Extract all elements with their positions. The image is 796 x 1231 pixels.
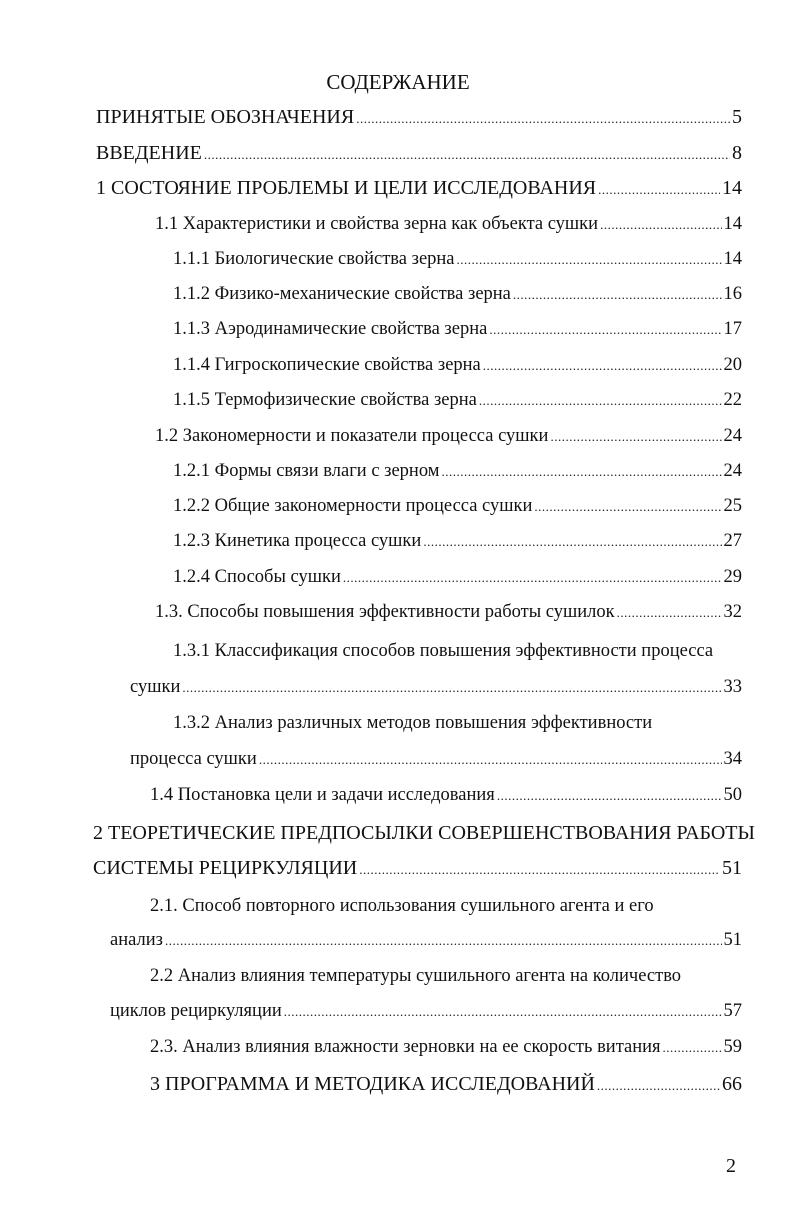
toc-entry-page: 66	[722, 1073, 742, 1095]
toc-leader	[534, 499, 721, 515]
toc-entry[interactable]	[110, 1001, 742, 1031]
toc-entry-page: 22	[723, 390, 742, 410]
toc-leader	[489, 322, 721, 338]
toc-entry-label: сушки	[130, 677, 181, 697]
toc-entry-page: 25	[723, 496, 742, 516]
toc-entry-page: 27	[723, 531, 742, 551]
toc-leader	[359, 862, 720, 878]
toc-entry-label: СИСТЕМЫ РЕЦИРКУЛЯЦИИ	[93, 857, 358, 879]
toc-entry-page: 59	[723, 1037, 742, 1057]
toc-leader	[497, 788, 722, 804]
toc-entry[interactable]	[110, 930, 742, 960]
toc-entry-page: 24	[723, 426, 742, 446]
toc-entry-label: 1.3.1 Классификация способов повышения эффективности процесса	[173, 641, 714, 661]
toc-leader	[204, 147, 730, 163]
toc-entry[interactable]	[130, 677, 742, 707]
toc-entry-page: 32	[723, 602, 742, 622]
toc-entry-label: циклов рециркуляции	[110, 1001, 282, 1021]
toc-leader	[483, 358, 722, 374]
toc-entry-page: 14	[722, 177, 742, 199]
toc-entry-label: ПРИНЯТЫЕ ОБОЗНАЧЕНИЯ	[96, 106, 355, 128]
toc-entry-page: 51	[722, 857, 742, 879]
page-title: СОДЕРЖАНИЕ	[326, 70, 470, 94]
toc-entry-label: 1.2.1 Формы связи влаги с зерном	[173, 461, 440, 481]
toc-entry-page: 16	[723, 284, 742, 304]
toc-entry-page: 51	[723, 930, 742, 950]
toc-entry-label: процесса сушки	[130, 749, 257, 769]
toc-entry-page: 8	[732, 142, 742, 164]
page-number: 2	[726, 1155, 736, 1177]
toc-entry-label: 1.1.2 Физико-механические свойства зерна	[173, 284, 511, 304]
toc-entry-line1[interactable]	[173, 641, 742, 671]
toc-entry-label: 1.1.5 Термофизические свойства зерна	[173, 390, 477, 410]
toc-entry-label: 1.3. Способы повышения эффективности работы сушилок	[155, 602, 615, 622]
toc-entry-label: 1.2.3 Кинетика процесса сушки	[173, 531, 422, 551]
toc-entry[interactable]	[173, 461, 742, 491]
toc-entry-page: 33	[723, 677, 742, 697]
toc-leader	[598, 182, 720, 198]
toc-leader	[550, 429, 721, 445]
toc-entry[interactable]	[173, 284, 742, 314]
toc-entry[interactable]	[173, 390, 742, 420]
toc-entry[interactable]	[173, 249, 742, 279]
toc-entry-page: 57	[723, 1001, 742, 1021]
toc-leader	[182, 680, 721, 696]
toc-entry-page: 20	[723, 355, 742, 375]
toc-entry-label: 1.4 Постановка цели и задачи исследования	[150, 785, 495, 805]
toc-entry-line1[interactable]	[150, 896, 742, 926]
toc-entry-label: 2.3. Анализ влияния влажности зерновки на ее скорость витания	[150, 1037, 661, 1057]
toc-entry-page: 29	[723, 567, 742, 587]
toc-entry[interactable]	[173, 496, 742, 526]
toc-entry[interactable]	[173, 319, 742, 349]
toc-leader	[356, 111, 730, 127]
toc-entry[interactable]	[150, 785, 742, 815]
toc-entry[interactable]	[93, 857, 742, 887]
toc-entry-line1[interactable]	[150, 966, 742, 996]
toc-entry-label: 2 ТЕОРЕТИЧЕСКИЕ ПРЕДПОСЫЛКИ СОВЕРШЕНСТВОВАНИЯ РАБОТЫ	[93, 822, 755, 844]
toc-leader	[597, 1078, 720, 1094]
toc-entry[interactable]	[173, 567, 742, 597]
toc-leader	[165, 933, 722, 949]
toc-leader	[513, 287, 722, 303]
toc-entry[interactable]	[173, 531, 742, 561]
toc-leader	[457, 252, 722, 268]
toc-entry-page: 34	[723, 749, 742, 769]
toc-entry[interactable]	[155, 602, 742, 632]
toc-leader	[617, 605, 722, 621]
toc-entry[interactable]	[155, 214, 742, 244]
toc-entry[interactable]	[173, 355, 742, 385]
toc-entry-label: 1.1 Характеристики и свойства зерна как объекта сушки	[155, 214, 599, 234]
toc-leader	[663, 1040, 722, 1056]
toc-leader	[600, 217, 721, 233]
toc-leader	[423, 534, 721, 550]
toc-entry-label: 2.2 Анализ влияния температуры сушильного агента на количество	[150, 966, 682, 986]
toc-leader	[259, 752, 722, 768]
toc-entry-line1[interactable]	[173, 713, 742, 743]
toc-entry[interactable]	[155, 426, 742, 456]
toc-entry-label: 1.1.3 Аэродинамические свойства зерна	[173, 319, 488, 339]
toc-entry-label: 1.2.2 Общие закономерности процесса сушки	[173, 496, 533, 516]
toc-entry-label: 1.3.2 Анализ различных методов повышения эффективности	[173, 713, 653, 733]
toc-entry-label: 1.1.4 Гигроскопические свойства зерна	[173, 355, 481, 375]
toc-entry-label: 1.2.4 Способы сушки	[173, 567, 341, 587]
toc-entry-label: анализ	[110, 930, 163, 950]
toc-entry-page: 24	[723, 461, 742, 481]
toc-entry[interactable]	[96, 106, 742, 136]
toc-entry-label: ВВЕДЕНИЕ	[96, 142, 202, 164]
toc-entry-page: 50	[723, 785, 742, 805]
toc-leader	[479, 393, 722, 409]
toc-entry-page: 14	[723, 249, 742, 269]
toc-entry[interactable]	[150, 1073, 742, 1103]
toc-entry-line1[interactable]	[93, 822, 755, 852]
toc-entry-label: 1.2 Закономерности и показатели процесса сушки	[155, 426, 549, 446]
toc-entry[interactable]	[96, 177, 742, 207]
toc-leader	[343, 570, 722, 586]
toc-entry[interactable]	[96, 142, 742, 172]
toc-entry-label: 1.1.1 Биологические свойства зерна	[173, 249, 455, 269]
toc-entry-page: 14	[723, 214, 742, 234]
toc-entry-label: 1 СОСТОЯНИЕ ПРОБЛЕМЫ И ЦЕЛИ ИССЛЕДОВАНИЯ	[96, 177, 597, 199]
toc-leader	[284, 1004, 722, 1020]
toc-leader	[441, 464, 721, 480]
toc-entry[interactable]	[150, 1037, 742, 1067]
toc-entry-label: 2.1. Способ повторного использования сушильного агента и его	[150, 896, 654, 916]
toc-entry[interactable]	[130, 749, 742, 779]
toc-entry-page: 5	[732, 106, 742, 128]
toc-entry-page: 17	[723, 319, 742, 339]
toc-entry-label: 3 ПРОГРАММА И МЕТОДИКА ИССЛЕДОВАНИЙ	[150, 1073, 595, 1095]
